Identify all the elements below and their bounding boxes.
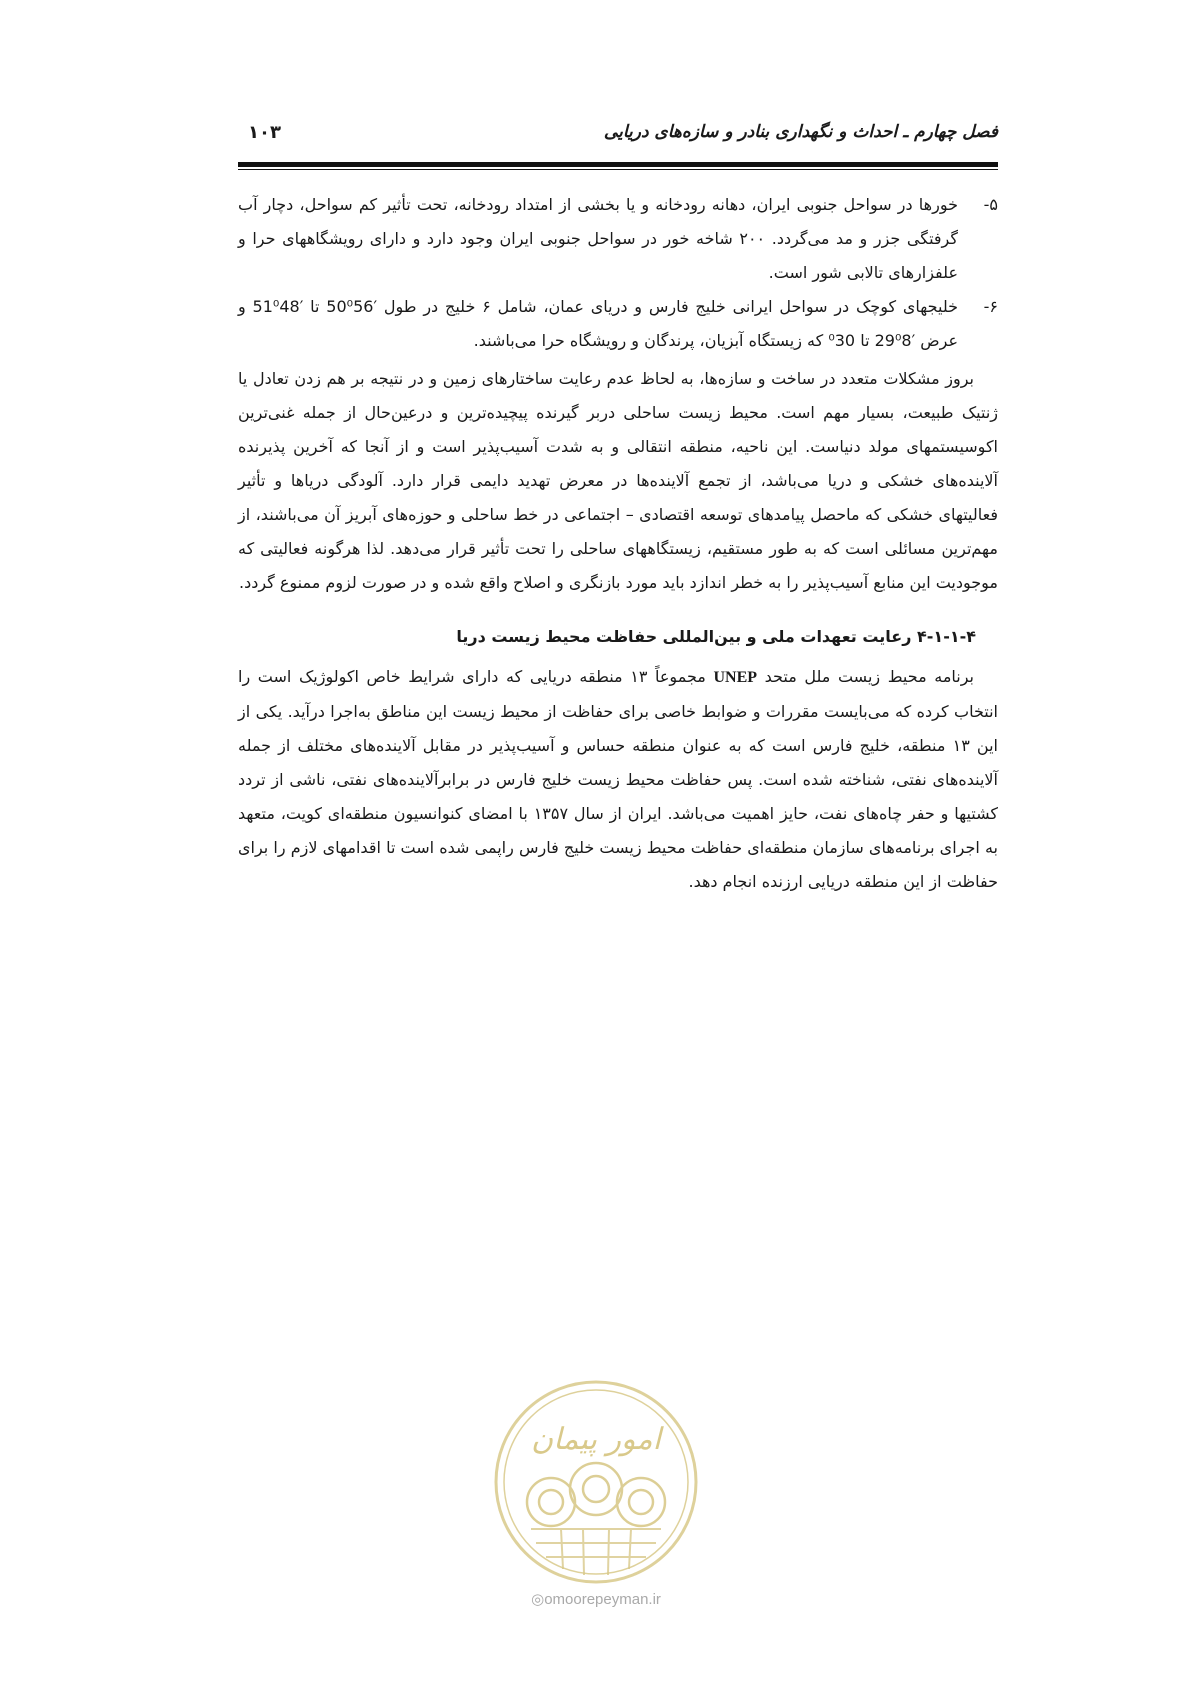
list-item-number: ۶- (983, 297, 998, 316)
page-number: ۱۰۳ (248, 122, 281, 143)
omoorepeyman-logo (491, 1377, 701, 1587)
list-item-number: ۵- (983, 195, 998, 214)
header-rule-thick (238, 162, 998, 167)
logo-text: امور پیمان (531, 1422, 661, 1457)
watermark-url-text: omoorepeyman.ir (544, 1591, 661, 1608)
body-paragraph: بروز مشکلات متعدد در ساخت و سازه‌ها، به لحاظ عدم رعایت ساختارهای زمین و در نتیجه بر هم زدن تعادل یا ژنتیک طبیعت، بسیار مهم است. محیط زیست ساحلی دربر گیرنده پیچیده‌ترین و درعین‌حال از جمله غنی‌ترین اکوسیستمهای مولد دنیاست. این ناحیه، منطقه انتقالی و به شدت آسیب‌پذیر است و از آنجا که آخرین پذیرنده آلاینده‌های خشکی و دریا می‌باشد، از تجمع آلاینده‌ها در معرض تهدید دایمی قرار دارد. آلودگی دریاها و تأثیر فعالیتهای خشکی که ماحصل پیامدهای توسعه اقتصادی – اجتماعی در خط ساحلی و حوزه‌های آبریز آن می‌باشند، از مهم‌ترین مسائلی است که به طور مستقیم، زیستگاههای ساحلی را تحت تأثیر قرار می‌دهد. لذا هرگونه فعالیتی که موجودیت این منابع آسیب‌پذیر را به خطر اندازد باید مورد بازنگری و اصلاح واقع شده و در صورت لزوم ممنوع گردد. (238, 369, 998, 592)
section-paragraph (238, 660, 998, 899)
watermark-url (496, 1590, 696, 1608)
list-item (238, 188, 998, 290)
chapter-title: فصل چهارم ـ احداث و نگهداری بنادر و سازه‌های دریایی (603, 122, 998, 142)
body-text (238, 188, 998, 899)
section-text-rest: مجموعاً ۱۳ منطقه دریایی که دارای شرایط خاص اکولوژیک است را انتخاب کرده که می‌بایست مقررات و ضوابط خاصی برای حفاظت از محیط زیست این مناطق به‌اجرا درآید. یکی از این ۱۳ منطقه، خلیج فارس است که به عنوان منطقه حساس و آسیب‌پذیر در مقابل آلاینده‌های مختلف از جمله آلاینده‌های نفتی، شناخته شده است. پس حفاظت محیط زیست خلیج فارس در برابرآلاینده‌های نفتی، ناشی از تردد کشتیها و حفر چاه‌های نفت، حایز اهمیت می‌باشد. ایران از سال ۱۳۵۷ با امضای کنوانسیون منطقه‌ای کویت، متعهد به اجرای برنامه‌های سازمان منطقه‌ای حفاظت محیط زیست خلیج فارس راپمی شده است تا اقدامهای لازم را برای حفاظت از این منطقه دریایی ارزنده انجام دهد. (238, 667, 999, 891)
list-item (238, 290, 998, 358)
running-header (238, 122, 998, 152)
unep-term: UNEP (713, 669, 758, 686)
list-item-text: خلیجهای کوچک در سواحل ایرانی خلیج فارس و دریای عمان، شامل ۶ خلیج در طول ′50⁰56 تا ′51⁰48 و عرض ′29⁰8 تا ⁰30 که زیستگاه آبزیان، پرندگان و رویشگاه حرا می‌باشند. (238, 297, 959, 350)
list-item-text: خورها در سواحل جنوبی ایران، دهانه رودخانه و یا بخشی از امتداد رودخانه، تحت تأثیر کم سواحل، دچار آب گرفتگی جزر و مد می‌گردد. ۲۰۰ شاخه خور در سواحل جنوبی ایران وجود دارد و دارای رویشگاههای حرا و علفزارهای تالابی شور است. (238, 195, 958, 282)
section-text-start: برنامه محیط زیست ملل متحد (757, 667, 975, 686)
header-rule-thin (238, 169, 998, 170)
section-heading: ۴-۱-۱-۴ رعایت تعهدات ملی و بین‌المللی حفاظت محیط زیست دریا (456, 627, 976, 646)
watermark-icon: ◎ (531, 1591, 545, 1608)
